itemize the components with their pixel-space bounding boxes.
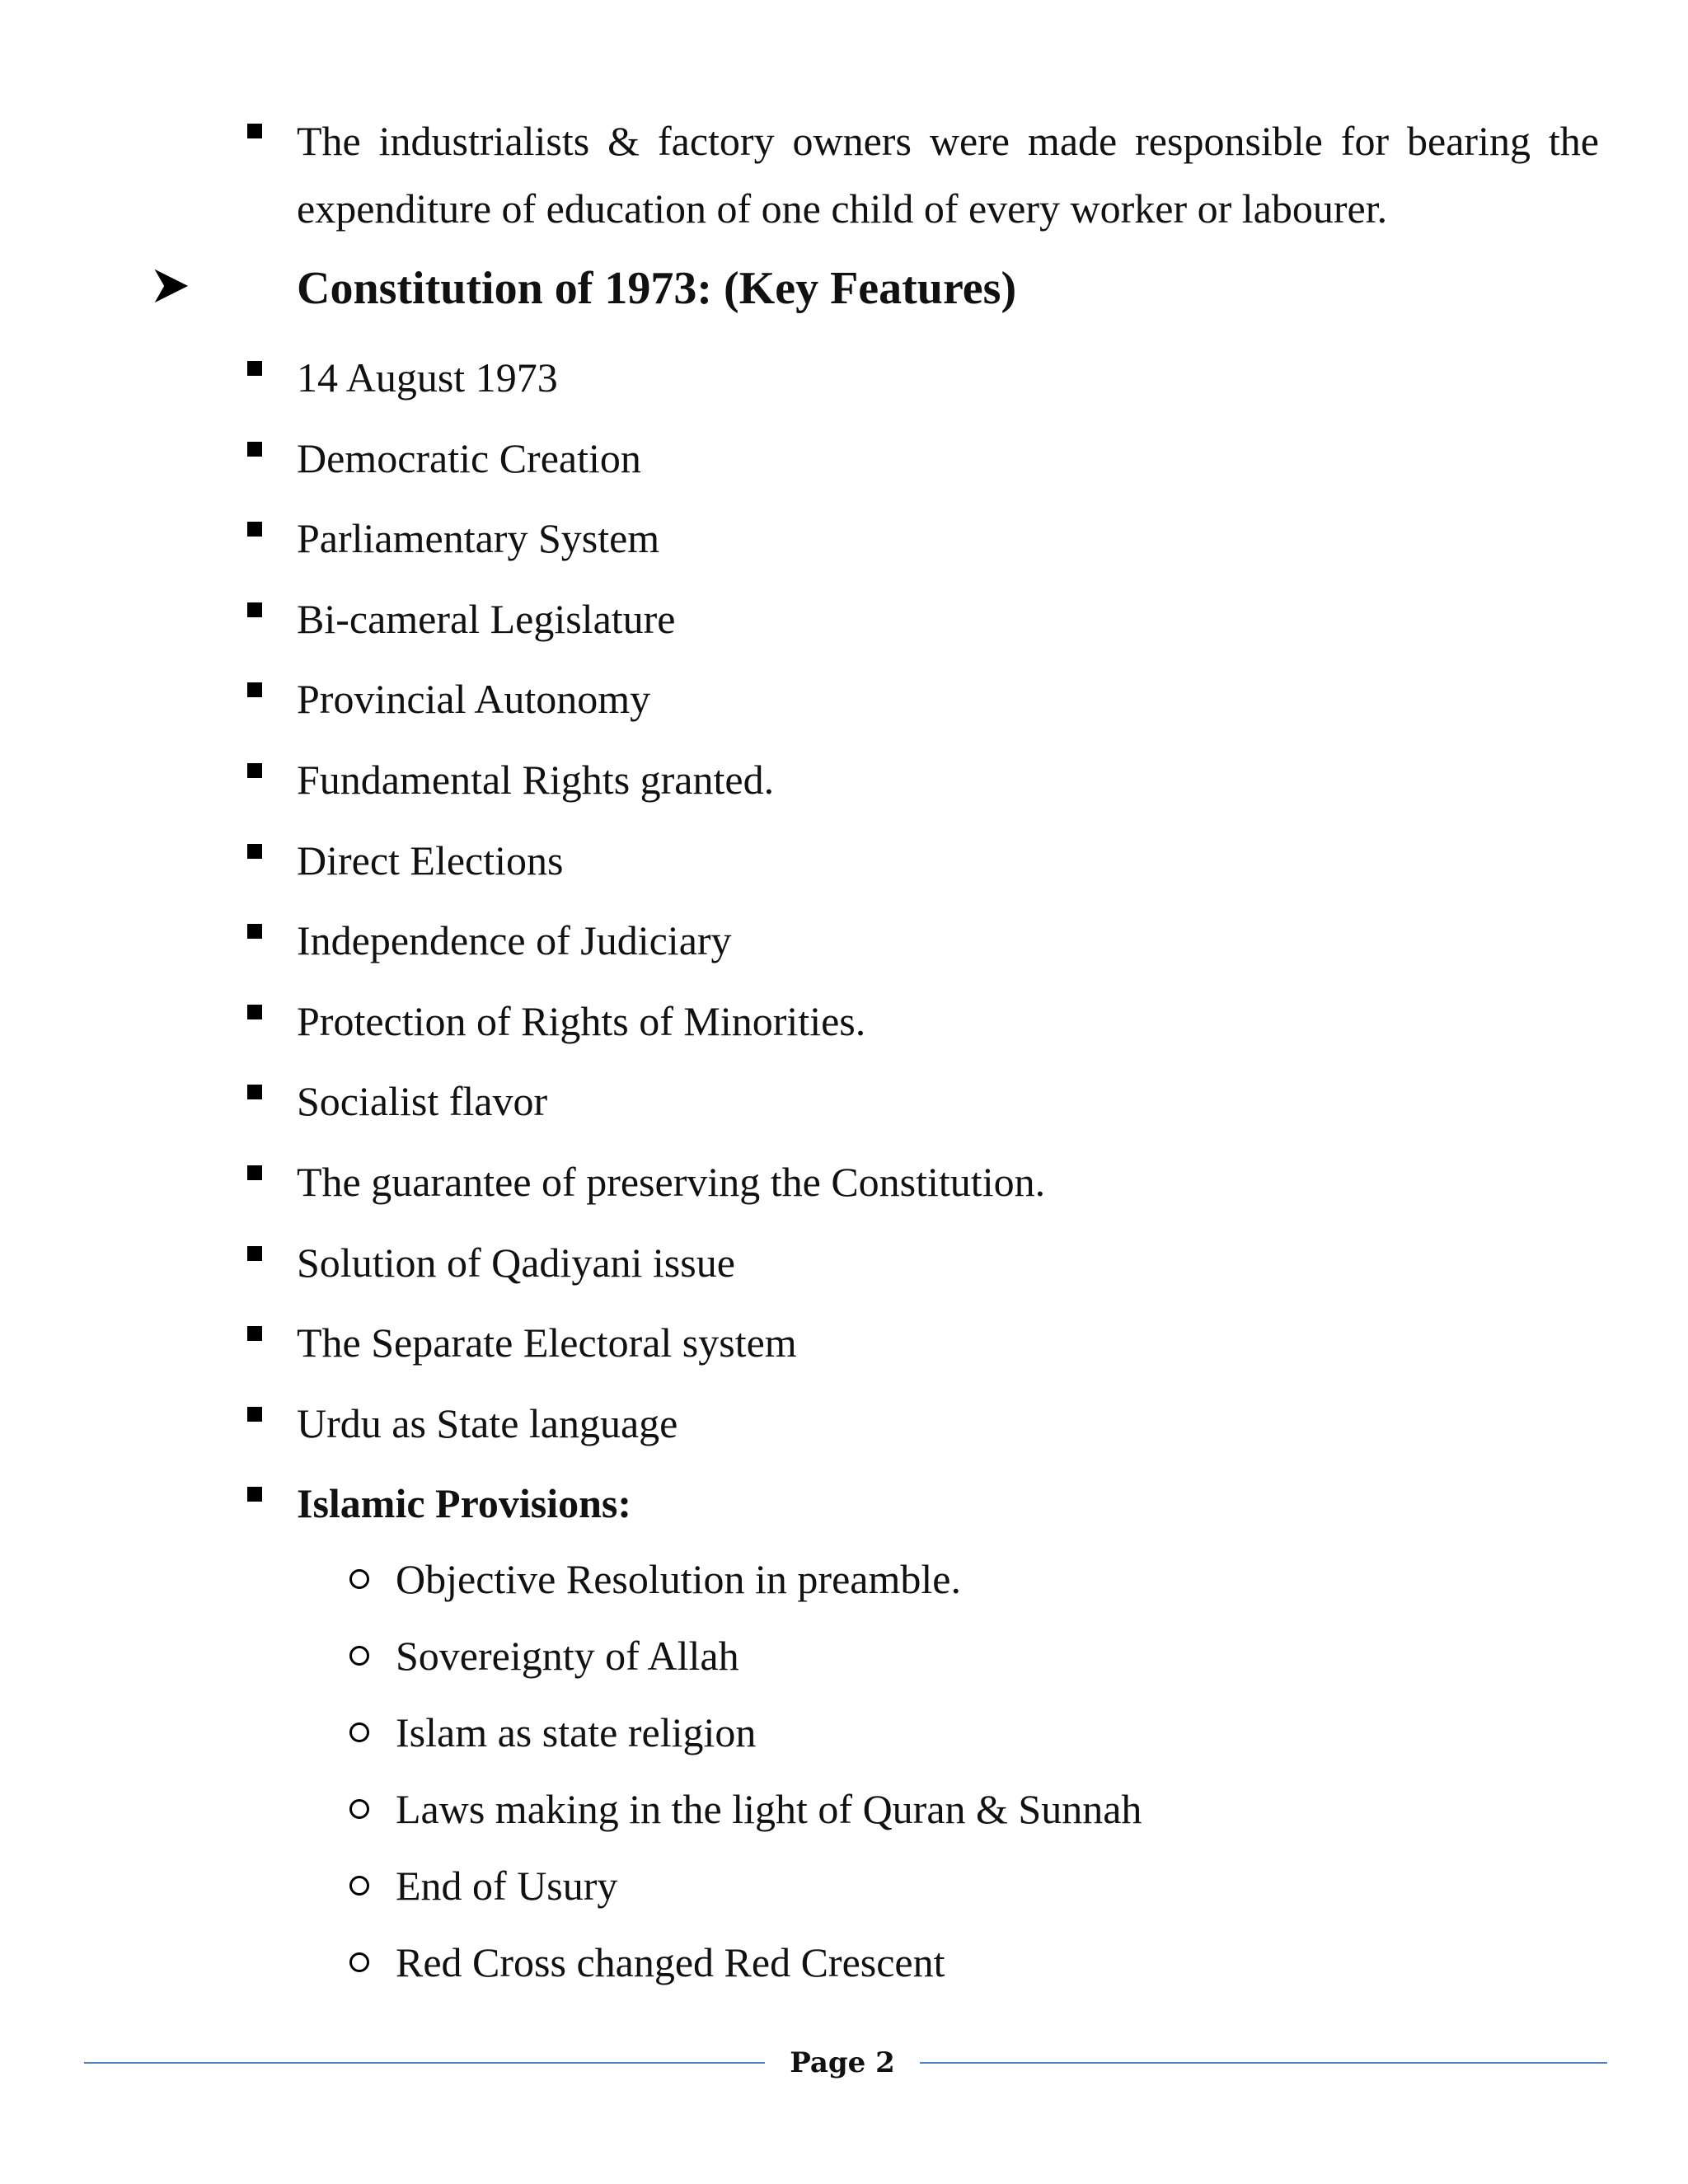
square-bullet-icon [247, 1005, 262, 1019]
list-item-text: The guarantee of preserving the Constitution. [297, 1158, 1046, 1205]
circle-bullet-icon [349, 1952, 369, 1972]
square-bullet-icon [247, 924, 262, 939]
list-item-text: Direct Elections [297, 837, 564, 883]
square-bullet-icon [247, 522, 262, 537]
circle-bullet-icon [349, 1569, 369, 1589]
square-bullet-icon [247, 1246, 262, 1261]
square-bullet-icon [247, 844, 262, 859]
list-item-text: 14 August 1973 [297, 354, 558, 401]
square-bullet-icon [247, 361, 262, 376]
footer-rule-left [84, 2062, 765, 2064]
list-item-text: Parliamentary System [297, 515, 660, 562]
square-bullet-icon [247, 1487, 262, 1502]
square-bullet-icon [247, 124, 262, 138]
list-item-text: Solution of Qadiyani issue [297, 1239, 735, 1286]
list-item-text: Provincial Autonomy [297, 676, 651, 723]
list-item-text: Bi-cameral Legislature [297, 595, 676, 642]
list-item-text: Fundamental Rights granted. [297, 756, 775, 803]
square-bullet-icon [247, 1085, 262, 1099]
list-item-text: The Separate Electoral system [297, 1319, 797, 1366]
sub-list-item-text: Sovereignty of Allah [396, 1633, 739, 1679]
intro-bullet-item [247, 107, 1599, 242]
section-heading-text: Constitution of 1973: (Key Features) [297, 263, 1017, 314]
footer-rule-right [920, 2062, 1607, 2064]
list-item-text: Independence of Judiciary [297, 917, 732, 964]
circle-bullet-icon [349, 1722, 369, 1742]
list-item-text: Protection of Rights of Minorities. [297, 997, 866, 1044]
list-item-text: Urdu as State language [297, 1399, 678, 1446]
list-item-text: Socialist flavor [297, 1078, 548, 1125]
sub-list-item-text: End of Usury [396, 1863, 618, 1909]
page-number: Page 2 [790, 2046, 895, 2079]
list-item-text: Democratic Creation [297, 434, 641, 481]
sub-list-item-text: Laws making in the light of Quran & Sunnah [396, 1786, 1142, 1832]
sub-list-item-text: Red Cross changed Red Crescent [396, 1939, 945, 1985]
sub-list-item-text: Islam as state religion [396, 1709, 757, 1755]
square-bullet-icon [247, 1407, 262, 1422]
section-heading [152, 262, 1553, 328]
square-bullet-icon [247, 442, 262, 457]
circle-bullet-icon [349, 1799, 369, 1819]
square-bullet-icon [247, 602, 262, 617]
arrow-bullet-icon [152, 267, 190, 305]
sub-list-item-text: Objective Resolution in preamble. [396, 1556, 961, 1602]
square-bullet-icon [247, 682, 262, 697]
circle-bullet-icon [349, 1876, 369, 1896]
intro-bullet-text: The industrialists & factory owners were made responsible for bearing the expenditure of education of one child of every worker or labourer. [297, 118, 1599, 232]
square-bullet-icon [247, 1165, 262, 1180]
square-bullet-icon [247, 1326, 262, 1341]
subsection-heading: Islamic Provisions: [297, 1480, 632, 1527]
circle-bullet-icon [349, 1646, 369, 1666]
square-bullet-icon [247, 763, 262, 778]
